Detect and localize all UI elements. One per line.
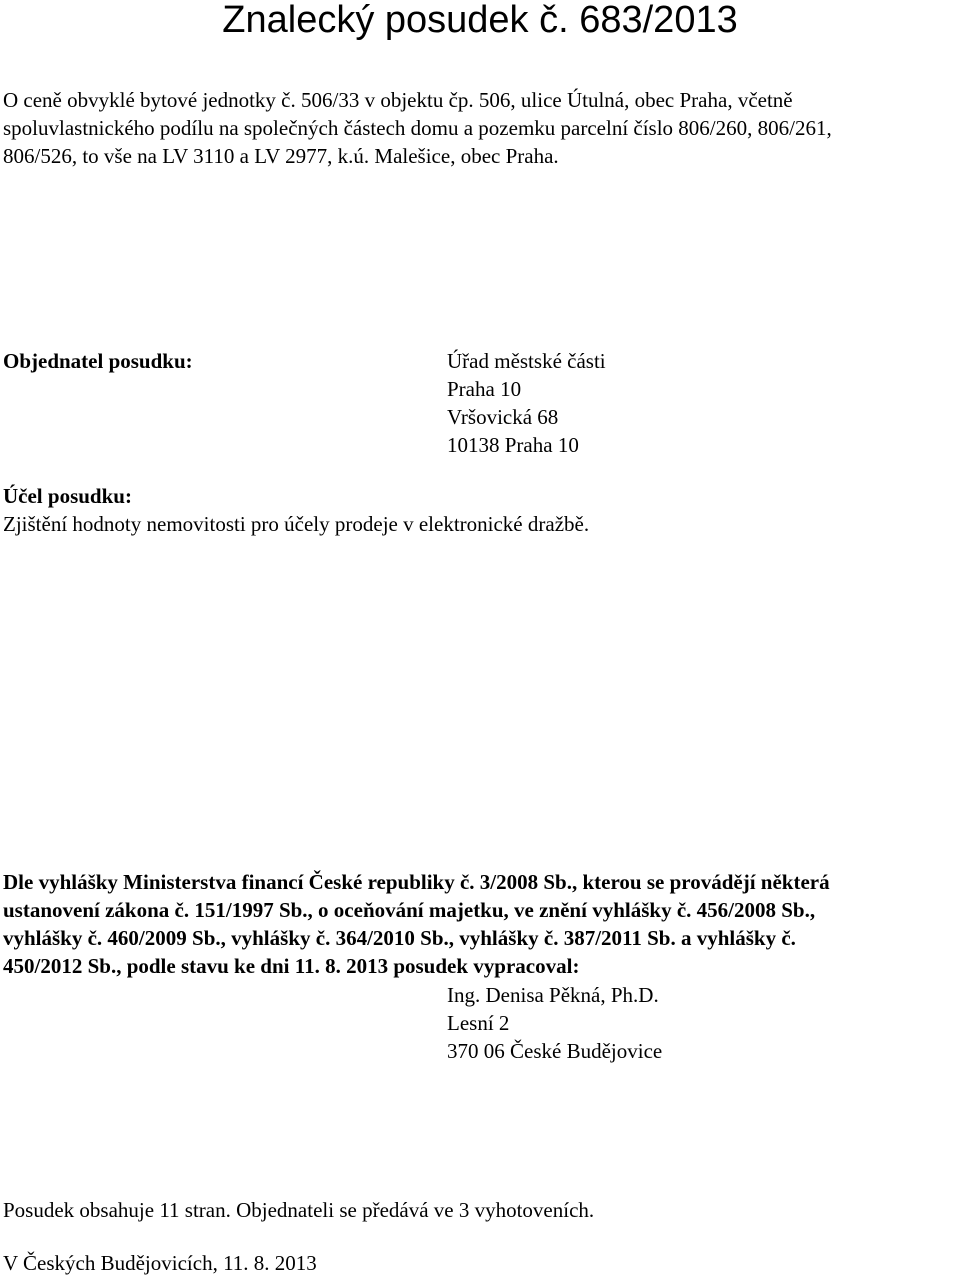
client-line: 10138 Praha 10 <box>447 433 579 457</box>
decree-line: 450/2012 Sb., podle stavu ke dni 11. 8. 2013 posudek vypracoval: <box>3 954 580 978</box>
author-address <box>447 981 662 1065</box>
subject-line: O ceně obvyklé bytové jednotky č. 506/33 v objektu čp. 506, ulice Útulná, obec Praha, včetně <box>3 88 793 112</box>
subject-line: spoluvlastnického podílu na společných částech domu a pozemku parcelní číslo 806/260, 806/261, <box>3 116 832 140</box>
author-line: Ing. Denisa Pěkná, Ph.D. <box>447 983 659 1007</box>
purpose-text: Zjištění hodnoty nemovitosti pro účely prodeje v elektronické dražbě. <box>3 512 590 536</box>
client-line: Úřad městské části <box>447 349 606 373</box>
purpose-label: Účel posudku: <box>3 484 132 508</box>
client-label: Objednatel posudku: <box>3 349 193 373</box>
pages-note: Posudek obsahuje 11 stran. Objednateli se předává ve 3 vyhotoveních. <box>3 1198 595 1222</box>
decree-paragraph <box>3 868 958 980</box>
subject-paragraph <box>3 86 958 170</box>
author-line: Lesní 2 <box>447 1011 510 1035</box>
client-address <box>447 347 606 459</box>
subject-line: 806/526, to vše na LV 3110 a LV 2977, k.ú. Malešice, obec Praha. <box>3 144 559 168</box>
client-line: Praha 10 <box>447 377 522 401</box>
decree-line: ustanovení zákona č. 151/1997 Sb., o oceňování majetku, ve znění vyhlášky č. 456/2008 Sb., <box>3 898 816 922</box>
document-title: Znalecký posudek č. 683/2013 <box>222 0 738 41</box>
decree-line: vyhlášky č. 460/2009 Sb., vyhlášky č. 364/2010 Sb., vyhlášky č. 387/2011 Sb. a vyhlášky č. <box>3 926 796 950</box>
decree-line: Dle vyhlášky Ministerstva financí České republiky č. 3/2008 Sb., kterou se provádějí některá <box>3 870 830 894</box>
client-line: Vršovická 68 <box>447 405 559 429</box>
author-line: 370 06 České Budějovice <box>447 1039 663 1063</box>
place-date: V Českých Budějovicích, 11. 8. 2013 <box>3 1251 317 1275</box>
